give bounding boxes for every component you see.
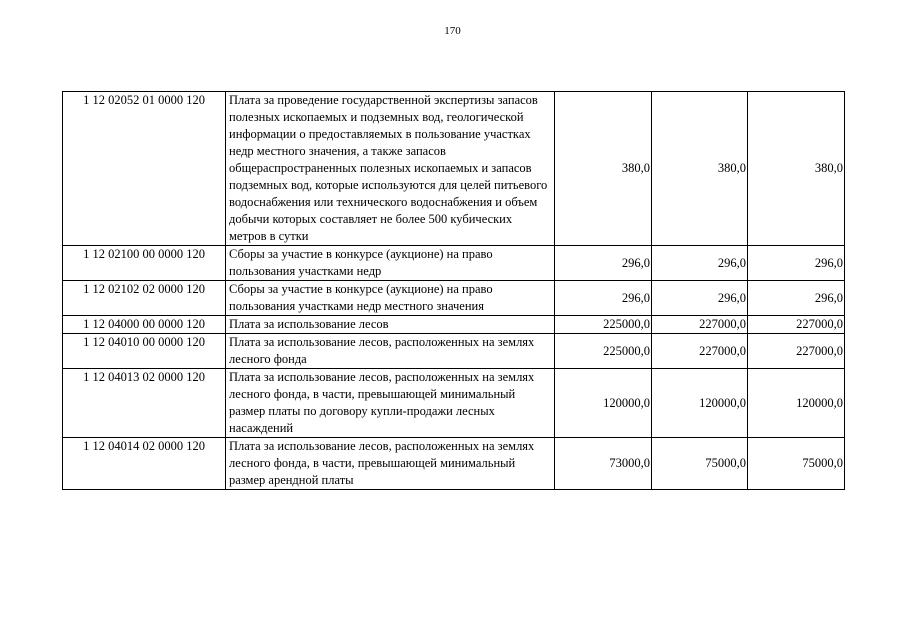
- value-year-1: 225000,0: [555, 316, 652, 334]
- table-row: [63, 246, 845, 281]
- revenue-description: Плата за проведение государственной экспертизы запасов полезных ископаемых и подземных вод, геологической информации о предоставляемых в пользование участках недр местного значения, а также запасов общераспространенных полезных ископаемых и запасов подземных вод, которые используются для целей питьевого водоснабжения или технического водоснабжения и объем добычи которых составляет не более 500 кубических метров в сутки: [226, 92, 555, 246]
- revenue-description: Плата за использование лесов, расположенных на землях лесного фонда, в части, превышающей минимальный размер платы по договору купли-продажи лесных насаждений: [226, 369, 555, 438]
- revenue-code: 1 12 04000 00 0000 120: [63, 316, 226, 334]
- value-year-3: 296,0: [748, 246, 845, 281]
- revenue-description: Плата за использование лесов, расположенных на землях лесного фонда: [226, 334, 555, 369]
- value-year-3: 380,0: [748, 92, 845, 246]
- value-year-1: 225000,0: [555, 334, 652, 369]
- table-row: [63, 92, 845, 246]
- revenue-table: [62, 91, 845, 490]
- value-year-1: 380,0: [555, 92, 652, 246]
- table-row: [63, 334, 845, 369]
- value-year-3: 75000,0: [748, 438, 845, 490]
- table-row: [63, 369, 845, 438]
- value-year-3: 227000,0: [748, 316, 845, 334]
- value-year-2: 75000,0: [652, 438, 748, 490]
- revenue-description: Плата за использование лесов: [226, 316, 555, 334]
- revenue-code: 1 12 04013 02 0000 120: [63, 369, 226, 438]
- revenue-description: Сборы за участие в конкурсе (аукционе) на право пользования участками недр: [226, 246, 555, 281]
- value-year-2: 227000,0: [652, 316, 748, 334]
- revenue-code: 1 12 02100 00 0000 120: [63, 246, 226, 281]
- page-number: 170: [444, 25, 461, 37]
- revenue-code: 1 12 04010 00 0000 120: [63, 334, 226, 369]
- value-year-1: 73000,0: [555, 438, 652, 490]
- table-row: [63, 438, 845, 490]
- value-year-3: 296,0: [748, 281, 845, 316]
- revenue-code: 1 12 02102 02 0000 120: [63, 281, 226, 316]
- value-year-2: 120000,0: [652, 369, 748, 438]
- value-year-2: 380,0: [652, 92, 748, 246]
- table-row: [63, 316, 845, 334]
- value-year-3: 227000,0: [748, 334, 845, 369]
- value-year-2: 296,0: [652, 246, 748, 281]
- revenue-code: 1 12 02052 01 0000 120: [63, 92, 226, 246]
- revenue-description: Плата за использование лесов, расположенных на землях лесного фонда, в части, превышающей минимальный размер арендной платы: [226, 438, 555, 490]
- value-year-2: 296,0: [652, 281, 748, 316]
- value-year-2: 227000,0: [652, 334, 748, 369]
- value-year-3: 120000,0: [748, 369, 845, 438]
- table-row: [63, 281, 845, 316]
- value-year-1: 296,0: [555, 281, 652, 316]
- revenue-description: Сборы за участие в конкурсе (аукционе) на право пользования участками недр местного значения: [226, 281, 555, 316]
- revenue-code: 1 12 04014 02 0000 120: [63, 438, 226, 490]
- value-year-1: 296,0: [555, 246, 652, 281]
- value-year-1: 120000,0: [555, 369, 652, 438]
